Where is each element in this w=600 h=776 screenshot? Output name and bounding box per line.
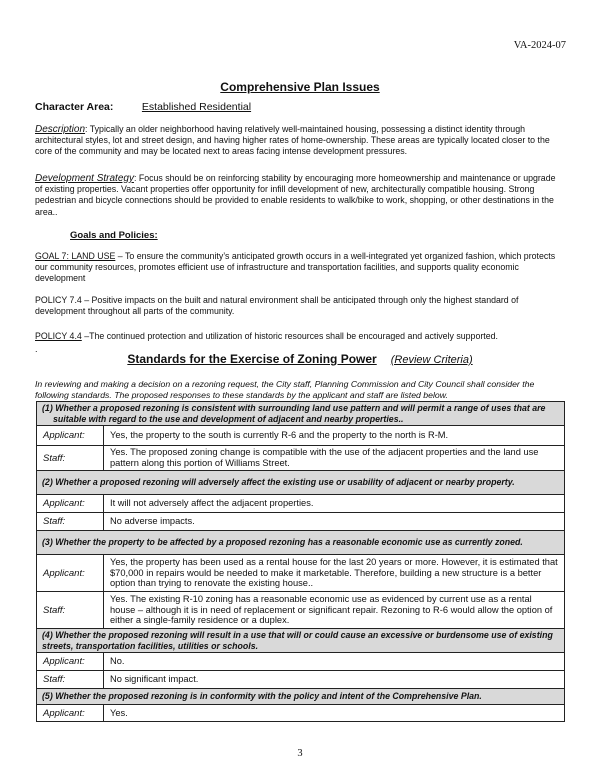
applicant-label: Applicant: [37, 555, 104, 592]
applicant-row [37, 705, 565, 722]
staff-row [37, 592, 565, 629]
staff-label: Staff: [37, 513, 104, 531]
staff-row [37, 446, 565, 471]
character-area-value: Established Residential [141, 101, 252, 113]
policy-7-4-paragraph: POLICY 7.4 – Positive impacts on the built and natural environment shall be anticipated through only the highest standard of development throughout all parts of the community. [35, 295, 519, 317]
criterion-header-text: (4) Whether the proposed rezoning will result in a use that will or could cause an excessive or burdensome use of existing streets, transportation facilities, utilities or schools. [42, 630, 553, 651]
applicant-label: Applicant: [37, 653, 104, 671]
development-strategy-paragraph [35, 173, 565, 218]
criterion-header-text: (5) Whether the proposed rezoning is in conformity with the policy and intent of the Comprehensive Plan. [42, 691, 482, 702]
applicant-row [37, 426, 565, 446]
policy-4-4-label: POLICY 4.4 [35, 331, 82, 341]
goal-7-label: GOAL 7: LAND USE [35, 251, 116, 261]
applicant-row [37, 555, 565, 592]
staff-response: Yes. The existing R-10 zoning has a reasonable economic use as evidenced by current use as a rental house – although it is in need of replacement or significant repair. Rezoning to R-6 would allow the option of either a single-family residence or a duplex. [104, 592, 565, 629]
criterion-header [37, 689, 565, 705]
development-strategy-text: : Focus should be on reinforcing stability by encouraging more homeownership and maintenance or upgrade of existing properties. Vacant properties offer opportunity for infill development of new, architecturally compatible housing. Strong pedestrian and bicycle connections should be provided to enable residents to walk/bike to work, shopping, or other destinations in the area.. [35, 173, 556, 217]
staff-label: Staff: [37, 446, 104, 471]
staff-label: Staff: [37, 592, 104, 629]
policy-4-4-text: –The continued protection and utilization of historic resources shall be encouraged and actively supported. [81, 331, 498, 341]
document-number: VA-2024-07 [513, 40, 566, 51]
policy-4-4-paragraph [35, 331, 565, 342]
staff-row [37, 513, 565, 531]
goal-7-paragraph [35, 251, 565, 285]
standards-subtitle: (Review Criteria) [390, 354, 473, 366]
applicant-label: Applicant: [37, 495, 104, 513]
applicant-label: Applicant: [37, 426, 104, 446]
criteria-table [36, 401, 565, 722]
description-label: Description [35, 124, 86, 135]
stray-dot: . [35, 344, 38, 354]
staff-response: No significant impact. [104, 671, 565, 689]
development-strategy-label: Development Strategy [35, 173, 134, 184]
goal-7-text: – To ensure the community’s anticipated growth occurs in a well-integrated yet organized fashion, which protects our community resources, promotes efficient use of infrastructure and transportation facilities, and supports quality economic development [35, 251, 556, 284]
page-number: 3 [297, 748, 303, 759]
criterion-header-text: (3) Whether the property to be affected by a proposed rezoning has a reasonable economic use as currently zoned. [42, 537, 523, 548]
staff-response: No adverse impacts. [104, 513, 565, 531]
criterion-header [37, 471, 565, 495]
standards-heading [0, 352, 600, 366]
goals-heading: Goals and Policies: [70, 230, 158, 241]
staff-label: Staff: [37, 671, 104, 689]
standards-title: Standards for the Exercise of Zoning Power [127, 352, 377, 366]
applicant-row [37, 495, 565, 513]
character-area [35, 101, 251, 113]
staff-row [37, 671, 565, 689]
criterion-header [37, 531, 565, 555]
criterion-header [37, 402, 565, 426]
standards-intro: In reviewing and making a decision on a rezoning request, the City staff, Planning Commission and City Council shall consider the following standards. The proposed responses to these standards by the applicant and staff are listed below. [35, 379, 535, 400]
applicant-row [37, 653, 565, 671]
character-area-label: Character Area: [35, 101, 114, 113]
criterion-header-text: (1) Whether a proposed rezoning is consistent with surrounding land use pattern and will permit a range of uses that are suitable with regard to the use and development of adjacent and nearby properties.. [42, 403, 546, 424]
applicant-response: Yes, the property has been used as a rental house for the last 20 years or more. However, it is estimated that $70,000 in repairs would be needed to make it marketable. Therefore, building a new structure is a better option than trying to renovate the existing house.. [104, 555, 565, 592]
applicant-response: Yes. [104, 705, 565, 722]
staff-response: Yes. The proposed zoning change is compatible with the use of the adjacent properties and the land use pattern along this portion of Williams Street. [104, 446, 565, 471]
description-paragraph [35, 124, 565, 158]
criterion-header-text: (2) Whether a proposed rezoning will adversely affect the existing use or usability of adjacent or nearby property. [42, 477, 515, 488]
applicant-label: Applicant: [37, 705, 104, 722]
applicant-response: No. [104, 653, 565, 671]
page-title: Comprehensive Plan Issues [220, 80, 380, 94]
applicant-response: Yes, the property to the south is currently R-6 and the property to the north is R-M. [104, 426, 565, 446]
applicant-response: It will not adversely affect the adjacent properties. [104, 495, 565, 513]
description-text: : Typically an older neighborhood having relatively well-maintained housing, possessing a distinct identity through architectural styles, lot and street design, and having higher rates of home-ownership. These areas are typically located closer to the core of the community and may be located next to areas facing intense development pressures. [35, 124, 550, 157]
criterion-header [37, 629, 565, 653]
